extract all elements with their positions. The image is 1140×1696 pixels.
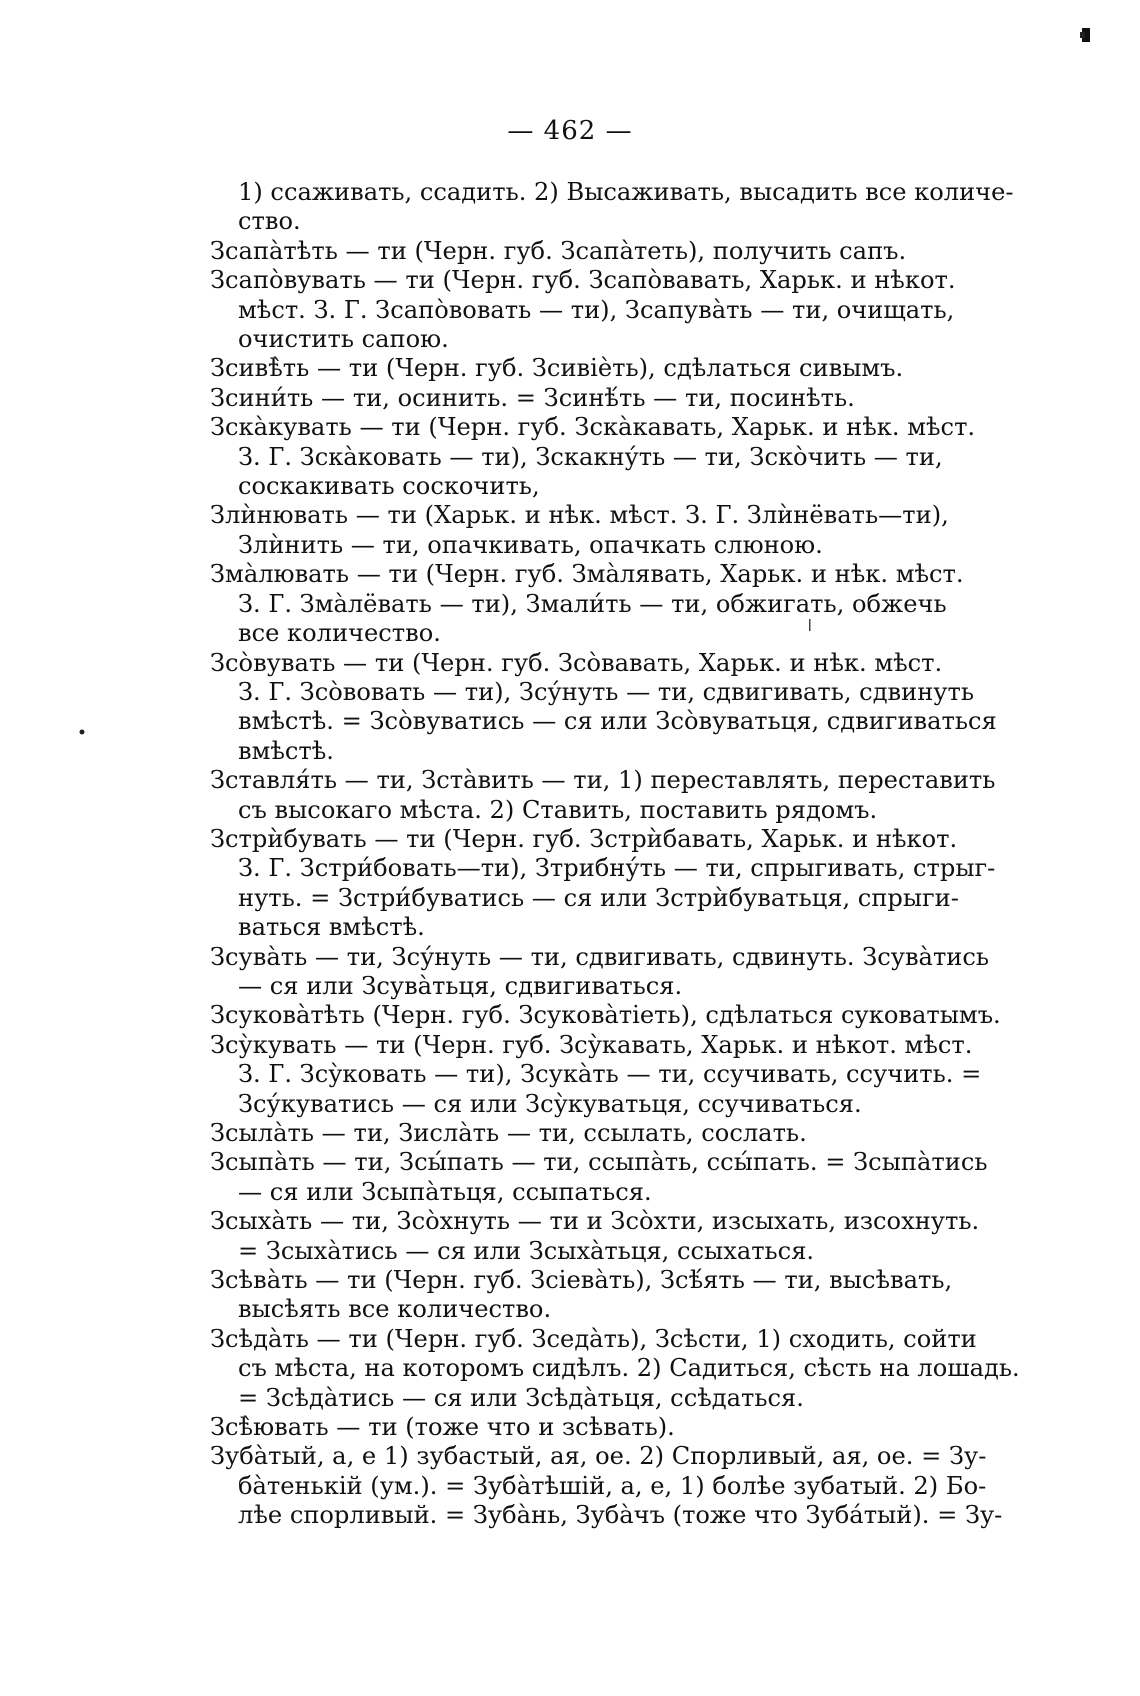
text-line: вмѣстѣ. (238, 736, 334, 765)
text-line: З. Г. Зстри́бовать—ти), Зтрибну́ть — ти, спрыгивать, стрыг- (238, 854, 996, 883)
text-line: Злѝнить — ти, опачкивать, опачкать слюною. (238, 530, 823, 559)
text-line: вмѣстѣ. = Зсо̀вуватись — ся или Зсо̀вуватьця, сдвигиваться (238, 707, 997, 736)
text-line: Зсу́куватись — ся или Зсу̀куватьця, ссучиваться. (238, 1089, 862, 1118)
text-line: Зсыла̀ть — ти, Зисла̀ть — ти, ссылать, сослать. (210, 1119, 807, 1147)
text-line: ба̀тенькій (ум.). = Зуба̀тѣшій, а, е, 1) болѣе зубатый. 2) Бо- (238, 1471, 987, 1500)
scan-artifact-mark (1078, 26, 1098, 48)
text-line: Зсѣда̀ть — ти (Черн. губ. Зседа̀ть), Зсѣсти, 1) сходить, сойти (210, 1324, 977, 1353)
text-line: Зсапо̀вувать — ти (Черн. губ. Зсапо̀вавать, Харьк. и нѣкот. (210, 266, 956, 295)
text-line: очистить сапою. (238, 325, 449, 354)
text-line: Зсо̀вувать — ти (Черн. губ. Зсо̀вавать, Харьк. и нѣк. мѣст. (210, 648, 943, 677)
text-line: Зсини́ть — ти, осинить. = Зсинѣ́ть — ти, посинѣть. (210, 383, 855, 412)
text-line: З. Г. Зсо̀вовать — ти), Зсу́нуть — ти, сдвигивать, сдвинуть (238, 677, 974, 706)
text-line: Зска̀кувать — ти (Черн. губ. Зска̀кавать, Харьк. и нѣк. мѣст. (210, 413, 976, 442)
text-line: съ мѣста, на которомъ сидѣлъ. 2) Садиться, сѣсть на лошадь. (238, 1354, 1020, 1383)
scan-artifact-tick (807, 619, 813, 633)
text-line: Зсѣ̀ювать — ти (тоже что и зсѣвать). (210, 1413, 675, 1442)
text-line: Зсува̀ть — ти, Зсу́нуть — ти, сдвигивать, сдвинуть. Зсува̀тись (210, 942, 990, 971)
text-line: Зсукова̀тѣть (Черн. губ. Зсукова̀тіеть), сдѣлаться суковатымъ. (210, 1001, 1001, 1030)
text-line: Зсыпа̀ть — ти, Зсы́пать — ти, ссыпа̀ть, ссы́пать. = Зсыпа̀тись (210, 1148, 988, 1177)
text-line: Злѝнювать — ти (Харьк. и нѣк. мѣст. З. Г. Злѝнёвать—ти), (210, 501, 949, 530)
page-number: — 462 — (507, 116, 633, 146)
text-line: Зсапа̀тѣть — ти (Черн. губ. Зсапа̀теть), получить сапъ. (210, 236, 907, 265)
text-line: З. Г. Зсу̀ковать — ти), Зсука̀ть — ти, ссучивать, ссучить. = (238, 1060, 982, 1089)
text-line: Зсыха̀ть — ти, Зсо̀хнуть — ти и Зсо̀хти, изсыхать, изсохнуть. (210, 1207, 980, 1236)
text-line: Зсѣва̀ть — ти (Черн. губ. Зсіева̀ть), Зсѣ́ять — ти, высѣвать, (210, 1266, 953, 1295)
text-line: — ся или Зсува̀тьця, сдвигиваться. (238, 971, 683, 1000)
text-line: З. Г. Зма̀лёвать — ти), Змали́ть — ти, обжигать, обжечь (238, 589, 947, 618)
dictionary-text (210, 178, 1050, 1531)
text-line: = Зсыха̀тись — ся или Зсыха̀тьця, ссыхаться. (238, 1236, 815, 1265)
text-line: Зма̀лювать — ти (Черн. губ. Зма̀лявать, Харьк. и нѣк. мѣст. (210, 560, 964, 589)
text-line: З. Г. Зска̀ковать — ти), Зскакну́ть — ти, Зско̀чить — ти, (238, 442, 943, 471)
text-line: все количество. (238, 619, 441, 648)
text-line: Зуба̀тый, а, е 1) зубастый, ая, ое. 2) Спорливый, ая, ое. = Зу- (210, 1442, 987, 1471)
text-line: Зставля́ть — ти, Зста̀вить — ти, 1) переставлять, переставить (210, 766, 996, 795)
text-line: ство. (238, 207, 301, 236)
text-line: 1) ссаживать, ссадить. 2) Высаживать, высадить все количе- (238, 178, 1014, 206)
text-line: мѣст. З. Г. Зсапо̀вовать — ти), Зсапува̀ть — ти, очищать, (238, 295, 955, 324)
text-line: соскакивать соскочить, (238, 472, 540, 501)
text-line: — ся или Зсыпа̀тьця, ссыпаться. (238, 1177, 652, 1206)
scan-artifact-dot (78, 728, 86, 736)
text-line: нуть. = Зстри́буватись — ся или Зстрѝбуватьця, спрыги- (238, 883, 959, 912)
text-line: ваться вмѣстѣ. (238, 913, 425, 942)
text-line: = Зсѣда̀тись — ся или Зсѣда̀тьця, ссѣдаться. (238, 1383, 804, 1412)
text-line: высѣять все количество. (238, 1295, 552, 1324)
text-line: Зстрѝбувать — ти (Черн. губ. Зстрѝбавать, Харьк. и нѣкот. (210, 824, 958, 853)
text-line: съ высокаго мѣста. 2) Ставить, поставить рядомъ. (238, 795, 878, 824)
text-line: Зсу̀кувать — ти (Черн. губ. Зсу̀кавать, Харьк. и нѣкот. мѣст. (210, 1030, 973, 1059)
text-line: лѣе спорливый. = Зуба̀нь, Зуба̀чъ (тоже что Зуба́тый). = Зу- (238, 1501, 1003, 1530)
text-line: Зсивѣ̀ть — ти (Черн. губ. Зсивіѐть), сдѣлаться сивымъ. (210, 354, 904, 383)
